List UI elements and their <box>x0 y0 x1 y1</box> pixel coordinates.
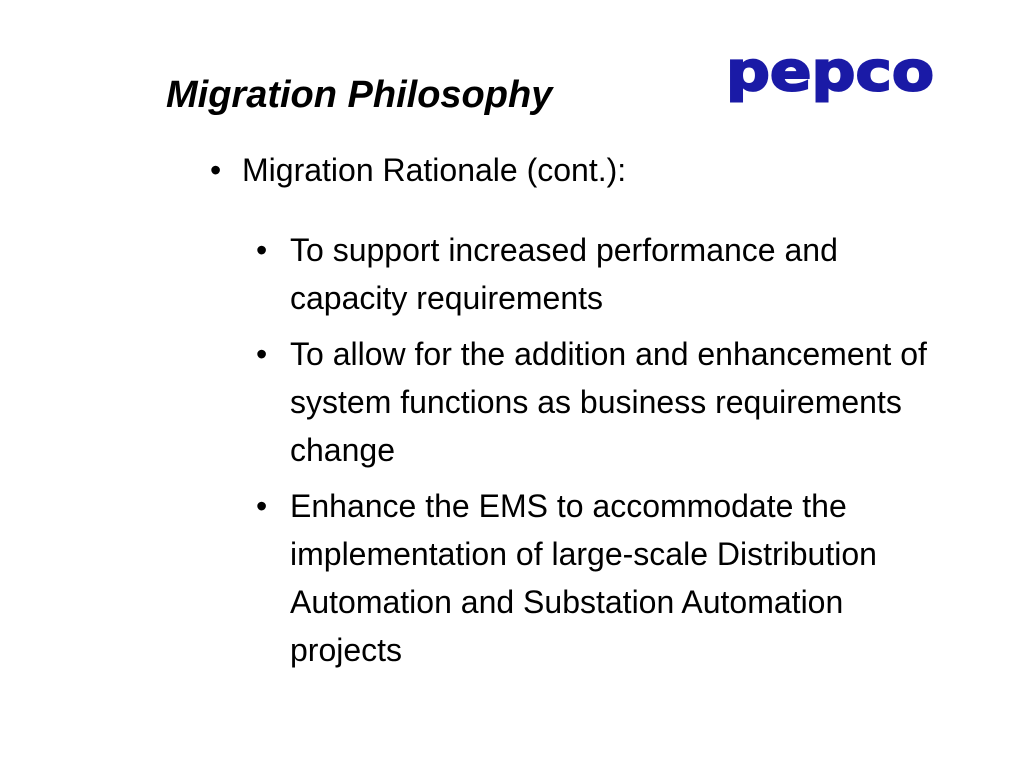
bullet-dot: • <box>256 232 268 268</box>
sub-bullet-text: To allow for the addition and enhancement of system functions as business requirements change <box>290 336 927 468</box>
sub-bullet <box>256 482 956 674</box>
main-bullet <box>210 150 626 190</box>
sub-bullet-text: To support increased performance and capacity requirements <box>290 232 838 316</box>
bullet-dot: • <box>256 488 268 524</box>
bullet-dot: • <box>256 336 268 372</box>
slide-title: Migration Philosophy <box>166 74 553 116</box>
logo-text: pepco <box>726 52 934 103</box>
sub-bullet <box>256 226 956 322</box>
sub-bullet-text: Enhance the EMS to accommodate the implementation of large-scale Distribution Automation and Substation Automation projects <box>290 488 877 668</box>
pepco-logo <box>722 52 942 122</box>
bullet-dot: • <box>210 152 222 188</box>
sub-bullet <box>256 330 956 474</box>
sub-bullet-list <box>256 226 956 682</box>
main-bullet-text: Migration Rationale (cont.): <box>242 152 627 188</box>
